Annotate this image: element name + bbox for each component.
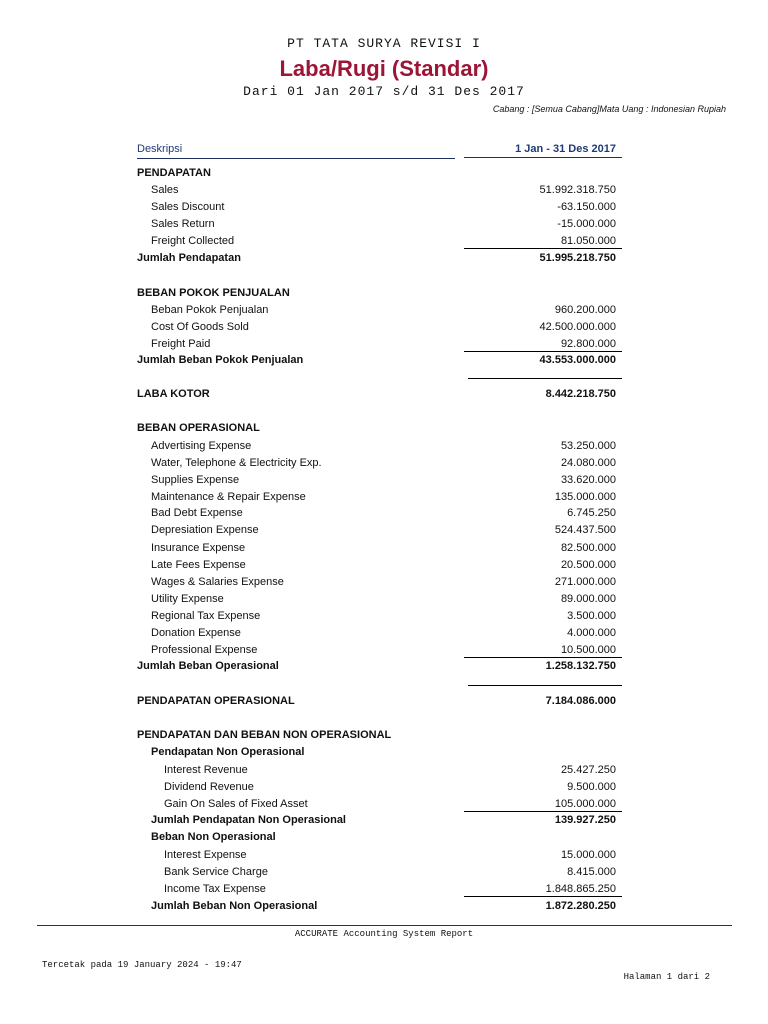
total-rule	[468, 685, 622, 686]
row-label: Bank Service Charge	[164, 866, 268, 878]
row-amount: 8.415.000	[567, 866, 616, 878]
column-header-amount: 1 Jan - 31 Des 2017	[464, 143, 622, 158]
footer-printed-date: Tercetak pada 19 January 2024 - 19:47	[42, 960, 242, 970]
row-label: Pendapatan Non Operasional	[151, 746, 305, 758]
row-amount: 1.258.132.750	[545, 660, 616, 672]
row-label: Late Fees Expense	[151, 559, 246, 571]
table-row	[0, 727, 768, 743]
row-label: PENDAPATAN DAN BEBAN NON OPERASIONAL	[137, 729, 392, 741]
table-row	[0, 591, 768, 607]
row-amount: 53.250.000	[560, 440, 616, 452]
table-row	[0, 352, 768, 368]
row-label: Jumlah Pendapatan	[137, 252, 241, 264]
row-amount: 51.992.318.750	[539, 184, 616, 196]
row-label: Depresiation Expense	[151, 524, 259, 536]
row-label: PENDAPATAN OPERASIONAL	[137, 695, 295, 707]
table-row	[0, 336, 768, 352]
row-label: Regional Tax Expense	[151, 610, 261, 622]
row-label: Jumlah Pendapatan Non Operasional	[151, 814, 346, 826]
row-label: BEBAN POKOK PENJUALAN	[137, 287, 290, 299]
table-row	[0, 302, 768, 318]
table-row	[0, 285, 768, 301]
row-amount: 3.500.000	[567, 610, 616, 622]
row-label: PENDAPATAN	[137, 167, 211, 179]
row-amount: 15.000.000	[560, 849, 616, 861]
row-label: Insurance Expense	[151, 542, 246, 554]
row-amount: 20.500.000	[560, 559, 616, 571]
table-row	[0, 233, 768, 249]
row-label: Professional Expense	[151, 644, 258, 656]
row-amount: 105.000.000	[464, 796, 622, 812]
table-row	[0, 557, 768, 573]
company-name: PT TATA SURYA REVISI I	[287, 36, 481, 51]
row-label: Cost Of Goods Sold	[151, 321, 249, 333]
table-row	[0, 608, 768, 624]
total-rule	[468, 378, 622, 379]
row-amount: 960.200.000	[554, 304, 616, 316]
table-row	[0, 779, 768, 795]
row-label: Wages & Salaries Expense	[151, 576, 284, 588]
row-label: Jumlah Beban Pokok Penjualan	[137, 354, 304, 366]
column-header-description: Deskripsi	[137, 143, 455, 159]
row-amount: -63.150.000	[557, 201, 616, 213]
table-row	[0, 420, 768, 436]
row-amount: 7.184.086.000	[545, 695, 616, 707]
table-row	[0, 796, 768, 812]
table-row	[0, 165, 768, 181]
row-amount: 25.427.250	[560, 764, 616, 776]
table-row	[0, 693, 768, 709]
row-amount: 135.000.000	[554, 491, 616, 503]
row-label: Utility Expense	[151, 593, 224, 605]
row-label: Water, Telephone & Electricity Exp.	[151, 457, 322, 469]
row-amount: 43.553.000.000	[539, 354, 616, 366]
row-amount: 33.620.000	[560, 474, 616, 486]
table-row	[0, 658, 768, 674]
footer-report-name: ACCURATE Accounting System Report	[294, 929, 474, 939]
row-amount: 89.000.000	[560, 593, 616, 605]
report-meta: Cabang : [Semua Cabang]Mata Uang : Indonesian Rupiah	[492, 104, 726, 114]
row-label: Jumlah Beban Non Operasional	[151, 900, 318, 912]
row-amount: 271.000.000	[554, 576, 616, 588]
row-amount: 9.500.000	[567, 781, 616, 793]
row-label: Sales	[151, 184, 179, 196]
row-amount: 92.800.000	[464, 336, 622, 352]
row-label: Sales Return	[151, 218, 215, 230]
table-row	[0, 881, 768, 897]
row-label: BEBAN OPERASIONAL	[137, 422, 260, 434]
row-label: Interest Revenue	[164, 764, 248, 776]
row-label: Sales Discount	[151, 201, 225, 213]
report-period: Dari 01 Jan 2017 s/d 31 Des 2017	[243, 84, 525, 99]
row-label: Freight Paid	[151, 338, 211, 350]
row-label: Supplies Expense	[151, 474, 240, 486]
row-amount: 1.848.865.250	[464, 881, 622, 897]
row-amount: 524.437.500	[554, 524, 616, 536]
row-label: Freight Collected	[151, 235, 235, 247]
row-amount: -15.000.000	[557, 218, 616, 230]
table-row	[0, 505, 768, 521]
row-label: Beban Pokok Penjualan	[151, 304, 269, 316]
row-label: Advertising Expense	[151, 440, 252, 452]
row-label: Jumlah Beban Operasional	[137, 660, 279, 672]
row-label: Maintenance & Repair Expense	[151, 491, 306, 503]
row-amount: 51.995.218.750	[539, 252, 616, 264]
row-label: LABA KOTOR	[137, 388, 210, 400]
row-label: Gain On Sales of Fixed Asset	[164, 798, 308, 810]
row-amount: 8.442.218.750	[545, 388, 616, 400]
row-amount: 42.500.000.000	[539, 321, 616, 333]
table-row	[0, 540, 768, 556]
row-label: Donation Expense	[151, 627, 241, 639]
table-row	[0, 438, 768, 454]
table-row	[0, 250, 768, 266]
table-row	[0, 319, 768, 335]
row-label: Beban Non Operasional	[151, 831, 276, 843]
table-row	[0, 762, 768, 778]
row-amount: 10.500.000	[464, 642, 622, 658]
table-row	[0, 216, 768, 232]
table-row	[0, 812, 768, 828]
row-amount: 6.745.250	[567, 507, 616, 519]
table-row	[0, 199, 768, 215]
footer-divider	[37, 925, 732, 926]
table-row	[0, 829, 768, 845]
row-amount: 139.927.250	[554, 814, 616, 826]
table-row	[0, 472, 768, 488]
row-label: Interest Expense	[164, 849, 247, 861]
table-row	[0, 847, 768, 863]
report-title: Laba/Rugi (Standar)	[279, 56, 489, 81]
row-label: Income Tax Expense	[164, 883, 266, 895]
row-amount: 81.050.000	[464, 233, 622, 249]
row-amount: 82.500.000	[560, 542, 616, 554]
table-row	[0, 898, 768, 914]
table-row	[0, 642, 768, 658]
row-amount: 1.872.280.250	[545, 900, 616, 912]
table-row	[0, 625, 768, 641]
table-row	[0, 182, 768, 198]
table-row	[0, 864, 768, 880]
table-row	[0, 386, 768, 402]
row-label: Bad Debt Expense	[151, 507, 243, 519]
table-row	[0, 744, 768, 760]
row-amount: 4.000.000	[567, 627, 616, 639]
table-row	[0, 455, 768, 471]
row-label: Dividend Revenue	[164, 781, 254, 793]
table-row	[0, 574, 768, 590]
row-amount: 24.080.000	[560, 457, 616, 469]
table-row	[0, 522, 768, 538]
table-row	[0, 489, 768, 505]
footer-page-number: Halaman 1 dari 2	[623, 972, 710, 982]
